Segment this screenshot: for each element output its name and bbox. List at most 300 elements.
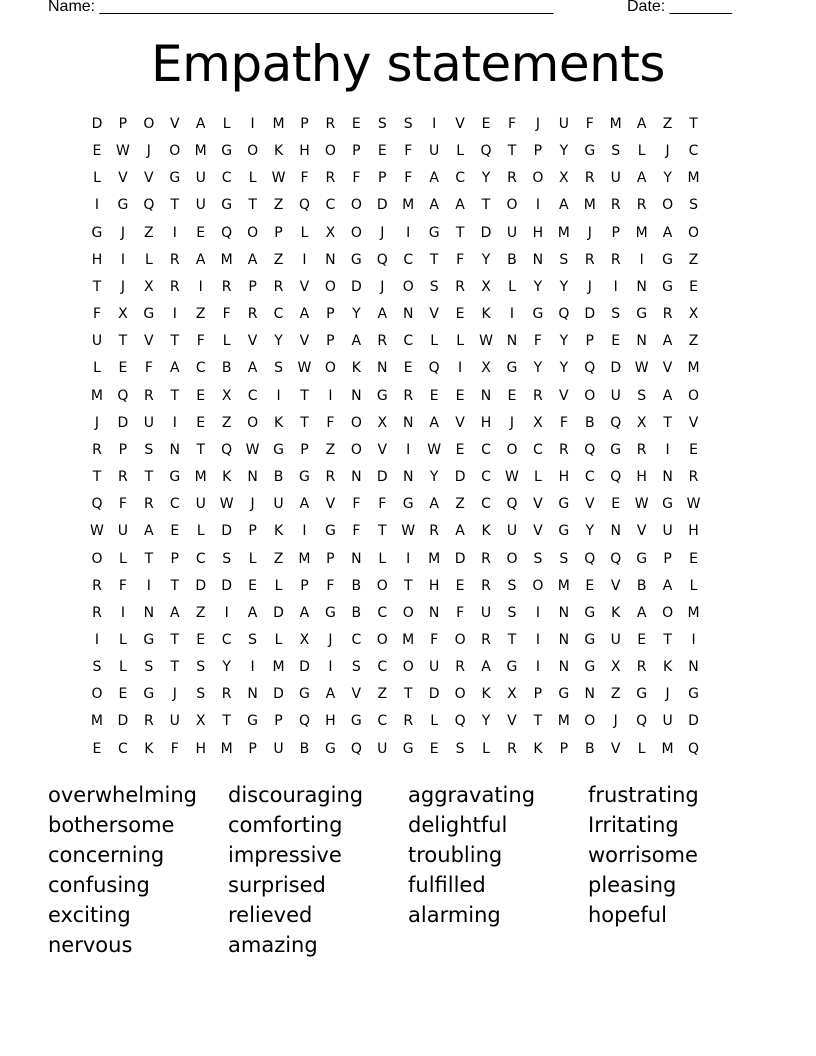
grid-letter: K: [481, 686, 491, 703]
grid-letter: Z: [455, 496, 465, 513]
grid-letter: C: [481, 496, 491, 513]
grid-letter: R: [533, 387, 543, 404]
grid-letter: S: [637, 387, 647, 404]
grid-letter: B: [299, 740, 310, 757]
grid-letter: A: [325, 686, 336, 703]
grid-letter: L: [119, 659, 127, 676]
grid-letter: E: [481, 116, 491, 132]
grid-letter: O: [402, 604, 414, 621]
grid-letter: A: [247, 360, 258, 377]
grid-letter: S: [351, 659, 361, 676]
grid-letter: F: [533, 333, 542, 350]
grid-letter: H: [532, 224, 544, 241]
grid-letter: N: [402, 306, 414, 323]
grid-letter: S: [196, 659, 206, 676]
grid-letter: Q: [480, 143, 492, 160]
grid-letter: E: [403, 360, 413, 377]
grid-row: [84, 277, 707, 304]
grid-letter: G: [558, 496, 570, 513]
grid-row: [84, 711, 707, 738]
grid-letter: U: [610, 387, 621, 404]
grid-letter: S: [611, 306, 621, 323]
grid-letter: R: [403, 713, 414, 730]
grid-letter: N: [662, 469, 673, 486]
grid-letter: G: [636, 686, 648, 703]
grid-letter: E: [92, 740, 102, 757]
grid-letter: Q: [143, 197, 155, 214]
grid-letter: E: [196, 414, 206, 431]
grid-letter: R: [455, 278, 465, 295]
grid-letter: L: [508, 278, 516, 295]
grid-letter: N: [428, 604, 440, 621]
grid-letter: F: [326, 414, 335, 431]
word-bank-item: surprised: [228, 873, 326, 897]
grid-letter: L: [222, 116, 231, 132]
grid-letter: X: [118, 306, 128, 323]
grid-letter: S: [559, 251, 569, 268]
grid-letter: R: [169, 251, 180, 268]
grid-letter: L: [637, 143, 646, 160]
grid-letter: M: [557, 577, 570, 594]
grid-letter: I: [535, 197, 540, 214]
grid-letter: G: [428, 224, 440, 241]
grid-letter: Q: [298, 197, 310, 214]
grid-letter: U: [558, 116, 569, 132]
grid-letter: U: [143, 414, 154, 431]
word-bank-item: alarming: [408, 903, 501, 927]
grid-letter: W: [401, 523, 416, 540]
grid-letter: V: [377, 441, 388, 458]
grid-letter: X: [636, 414, 647, 431]
grid-letter: U: [610, 170, 621, 187]
grid-letter: N: [558, 659, 570, 676]
grid-letter: A: [662, 577, 673, 594]
grid-letter: Z: [610, 686, 621, 703]
date-field-label: Date: _______: [627, 0, 732, 15]
grid-letter: P: [248, 278, 257, 295]
grid-letter: A: [195, 251, 206, 268]
grid-letter: F: [430, 631, 439, 648]
grid-letter: T: [170, 659, 180, 676]
grid-letter: D: [221, 523, 233, 540]
grid-row: [84, 684, 707, 711]
grid-letter: V: [144, 170, 154, 187]
grid-letter: X: [559, 170, 569, 187]
grid-letter: S: [92, 659, 102, 676]
grid-row: [84, 331, 707, 358]
grid-row: [84, 657, 707, 684]
grid-letter: I: [302, 523, 307, 540]
grid-letter: E: [689, 441, 698, 458]
grid-letter: S: [559, 550, 569, 567]
word-bank-item: delightful: [408, 813, 508, 837]
grid-letter: C: [403, 333, 414, 350]
grid-letter: Q: [91, 496, 103, 513]
grid-letter: R: [221, 278, 232, 295]
grid-letter: K: [351, 360, 361, 377]
grid-row: [84, 494, 707, 521]
grid-letter: N: [636, 278, 647, 295]
grid-letter: B: [507, 251, 517, 268]
grid-letter: A: [636, 116, 647, 132]
grid-letter: V: [610, 577, 621, 594]
grid-letter: Q: [506, 496, 518, 513]
grid-letter: T: [429, 251, 439, 268]
grid-letter: I: [535, 659, 540, 676]
grid-letter: Z: [144, 224, 154, 241]
grid-letter: X: [325, 224, 336, 241]
grid-letter: X: [481, 278, 491, 295]
grid-letter: P: [118, 441, 128, 458]
grid-letter: V: [299, 278, 310, 295]
grid-letter: F: [507, 116, 516, 132]
grid-letter: P: [274, 713, 283, 730]
grid-letter: G: [299, 469, 310, 486]
grid-letter: M: [298, 550, 311, 567]
grid-letter: T: [196, 441, 205, 458]
grid-letter: V: [325, 496, 336, 513]
grid-letter: A: [195, 116, 206, 132]
grid-letter: D: [454, 550, 466, 567]
grid-letter: L: [248, 550, 257, 567]
grid-letter: V: [247, 333, 258, 350]
grid-letter: T: [663, 414, 672, 431]
grid-letter: O: [324, 143, 336, 160]
grid-letter: D: [584, 306, 596, 323]
grid-row: [84, 141, 707, 168]
grid-letter: G: [584, 631, 596, 648]
grid-letter: W: [115, 143, 130, 160]
word-bank-item: Irritating: [588, 813, 679, 837]
grid-letter: F: [378, 496, 387, 513]
grid-row: [84, 114, 707, 141]
grid-letter: N: [351, 469, 362, 486]
grid-letter: G: [221, 197, 233, 214]
grid-letter: O: [324, 278, 336, 295]
grid-letter: Q: [558, 306, 570, 323]
grid-letter: H: [636, 469, 647, 486]
grid-letter: Z: [195, 604, 206, 621]
grid-letter: M: [583, 197, 596, 214]
grid-letter: T: [455, 224, 465, 241]
grid-letter: N: [247, 469, 258, 486]
grid-letter: H: [558, 469, 570, 486]
grid-letter: S: [248, 631, 258, 648]
word-bank-item: hopeful: [588, 903, 667, 927]
grid-letter: Y: [481, 713, 491, 730]
grid-letter: R: [610, 197, 621, 214]
grid-letter: G: [532, 306, 544, 323]
grid-letter: R: [92, 441, 102, 458]
grid-letter: M: [687, 360, 700, 377]
grid-letter: M: [220, 740, 233, 757]
grid-letter: I: [94, 197, 100, 214]
word-bank-item: troubling: [408, 843, 503, 867]
grid-letter: N: [247, 686, 258, 703]
grid-letter: A: [299, 306, 310, 323]
grid-letter: D: [195, 577, 207, 594]
grid-letter: O: [662, 604, 674, 621]
grid-row: [84, 168, 707, 195]
grid-letter: F: [118, 496, 127, 513]
grid-letter: Q: [221, 441, 233, 458]
grid-letter: I: [613, 278, 618, 295]
grid-letter: G: [688, 686, 699, 703]
grid-letter: M: [661, 740, 674, 757]
grid-letter: W: [90, 523, 104, 540]
grid-letter: L: [430, 713, 439, 730]
grid-letter: N: [584, 686, 596, 703]
grid-letter: Q: [428, 360, 440, 377]
grid-letter: V: [455, 414, 465, 431]
word-search-grid: [84, 114, 707, 766]
grid-letter: J: [146, 143, 151, 160]
grid-letter: Z: [273, 251, 284, 268]
grid-letter: A: [169, 360, 180, 377]
grid-letter: U: [195, 496, 206, 513]
grid-letter: V: [584, 496, 595, 513]
grid-letter: A: [429, 197, 439, 214]
grid-letter: V: [299, 333, 310, 350]
grid-letter: U: [480, 604, 492, 621]
grid-letter: E: [585, 577, 595, 594]
grid-letter: E: [170, 523, 180, 540]
grid-letter: O: [247, 224, 259, 241]
grid-letter: A: [559, 197, 569, 214]
grid-letter: V: [533, 523, 543, 540]
grid-letter: D: [117, 414, 129, 431]
grid-letter: B: [584, 414, 595, 431]
grid-letter: E: [611, 333, 621, 350]
grid-letter: D: [454, 469, 466, 486]
grid-letter: F: [170, 740, 179, 757]
grid-letter: E: [118, 686, 128, 703]
grid-letter: X: [533, 414, 543, 431]
grid-letter: L: [119, 631, 127, 648]
grid-row: [84, 603, 707, 630]
grid-letter: Y: [481, 170, 491, 187]
grid-letter: T: [118, 333, 128, 350]
grid-letter: O: [584, 387, 596, 404]
grid-letter: I: [535, 631, 540, 648]
grid-letter: Y: [663, 170, 672, 187]
grid-letter: F: [456, 251, 465, 268]
grid-letter: E: [118, 360, 128, 377]
grid-letter: K: [533, 740, 543, 757]
grid-letter: G: [350, 251, 362, 268]
grid-letter: Q: [584, 441, 596, 458]
grid-letter: P: [326, 306, 335, 323]
grid-letter: T: [300, 387, 309, 404]
grid-letter: V: [507, 713, 517, 730]
grid-letter: T: [403, 686, 413, 703]
grid-letter: V: [118, 170, 128, 187]
grid-letter: B: [584, 740, 595, 757]
grid-letter: C: [118, 740, 128, 757]
grid-letter: V: [144, 333, 154, 350]
grid-letter: V: [662, 360, 673, 377]
grid-letter: Y: [559, 143, 569, 160]
grid-letter: K: [273, 414, 284, 431]
grid-letter: C: [195, 550, 206, 567]
grid-letter: A: [169, 604, 180, 621]
grid-letter: C: [584, 469, 595, 486]
grid-letter: S: [507, 604, 517, 621]
grid-letter: R: [481, 631, 491, 648]
grid-letter: K: [481, 306, 491, 323]
grid-letter: Z: [688, 333, 699, 350]
grid-letter: G: [662, 278, 674, 295]
grid-letter: L: [637, 740, 646, 757]
grid-letter: L: [119, 550, 127, 567]
grid-letter: W: [271, 170, 286, 187]
grid-letter: W: [634, 360, 649, 377]
grid-letter: J: [587, 224, 592, 241]
grid-letter: M: [402, 197, 415, 214]
grid-letter: Y: [352, 306, 361, 323]
grid-letter: F: [559, 414, 568, 431]
grid-letter: T: [144, 469, 154, 486]
grid-letter: F: [300, 170, 309, 187]
grid-letter: Q: [221, 224, 233, 241]
grid-letter: V: [533, 496, 543, 513]
grid-letter: N: [532, 251, 544, 268]
grid-letter: F: [118, 577, 127, 594]
grid-letter: F: [352, 170, 361, 187]
grid-letter: C: [351, 631, 362, 648]
grid-letter: R: [507, 170, 517, 187]
grid-letter: G: [324, 604, 336, 621]
grid-letter: J: [613, 713, 618, 730]
grid-letter: X: [481, 360, 491, 377]
grid-letter: L: [93, 360, 101, 377]
grid-letter: R: [688, 469, 699, 486]
grid-letter: C: [377, 659, 388, 676]
grid-letter: T: [170, 577, 180, 594]
grid-letter: G: [117, 197, 129, 214]
grid-letter: Q: [610, 469, 622, 486]
grid-letter: Y: [481, 251, 491, 268]
grid-letter: G: [247, 713, 259, 730]
grid-letter: O: [506, 197, 518, 214]
grid-letter: I: [172, 414, 177, 431]
word-bank-item: nervous: [48, 933, 133, 957]
grid-row: [84, 304, 707, 331]
grid-letter: R: [143, 713, 154, 730]
grid-letter: L: [534, 469, 542, 486]
grid-letter: A: [662, 224, 673, 241]
grid-letter: A: [481, 659, 491, 676]
grid-letter: S: [507, 577, 517, 594]
grid-letter: B: [221, 360, 232, 377]
grid-letter: K: [273, 143, 284, 160]
grid-letter: N: [402, 469, 414, 486]
grid-letter: J: [535, 116, 540, 132]
grid-letter: A: [662, 333, 673, 350]
grid-letter: R: [325, 170, 336, 187]
grid-letter: O: [169, 143, 181, 160]
word-bank-item: amazing: [228, 933, 318, 957]
grid-letter: M: [90, 387, 104, 404]
grid-letter: E: [92, 143, 102, 160]
grid-letter: J: [587, 278, 592, 295]
grid-letter: K: [222, 469, 232, 486]
grid-letter: R: [247, 306, 258, 323]
grid-letter: T: [170, 197, 180, 214]
grid-letter: T: [144, 550, 154, 567]
grid-letter: T: [663, 631, 672, 648]
grid-letter: A: [455, 523, 465, 540]
grid-letter: P: [378, 170, 387, 187]
grid-letter: O: [402, 278, 414, 295]
grid-letter: D: [273, 604, 284, 621]
grid-letter: E: [455, 441, 465, 458]
grid-letter: I: [120, 251, 125, 268]
grid-letter: I: [224, 604, 229, 621]
grid-letter: T: [403, 577, 413, 594]
grid-letter: U: [169, 713, 180, 730]
grid-letter: F: [352, 523, 361, 540]
grid-letter: H: [325, 713, 336, 730]
word-bank-item: concerning: [48, 843, 165, 867]
word-bank-item: frustrating: [588, 783, 699, 807]
grid-letter: G: [221, 143, 233, 160]
grid-letter: O: [247, 143, 259, 160]
grid-letter: E: [637, 631, 647, 648]
grid-row: [84, 223, 707, 250]
grid-letter: O: [506, 550, 518, 567]
grid-letter: A: [299, 496, 310, 513]
grid-letter: U: [273, 496, 284, 513]
grid-letter: H: [480, 414, 492, 431]
grid-letter: M: [272, 659, 285, 676]
grid-letter: Y: [429, 469, 439, 486]
grid-letter: T: [378, 523, 387, 540]
grid-letter: I: [302, 251, 307, 268]
grid-letter: L: [248, 170, 257, 187]
grid-letter: V: [351, 686, 362, 703]
grid-letter: O: [402, 659, 414, 676]
grid-letter: D: [273, 686, 284, 703]
grid-letter: P: [352, 143, 361, 160]
grid-letter: H: [91, 251, 103, 268]
grid-letter: M: [402, 631, 415, 648]
grid-letter: I: [458, 360, 463, 377]
grid-letter: L: [93, 170, 101, 187]
grid-letter: T: [507, 631, 517, 648]
grid-letter: O: [350, 197, 362, 214]
grid-letter: I: [172, 306, 177, 323]
grid-letter: A: [429, 414, 439, 431]
grid-letter: M: [90, 713, 104, 730]
word-bank-item: comforting: [228, 813, 343, 837]
grid-letter: K: [663, 659, 673, 676]
grid-letter: E: [611, 496, 621, 513]
word-bank-item: fulfilled: [408, 873, 486, 897]
grid-letter: C: [688, 143, 699, 160]
word-bank-item: confusing: [48, 873, 150, 897]
grid-letter: D: [480, 224, 492, 241]
grid-row: [84, 250, 707, 277]
grid-letter: E: [689, 278, 698, 295]
grid-letter: E: [248, 577, 258, 594]
grid-letter: F: [144, 360, 153, 377]
grid-letter: P: [533, 143, 543, 160]
grid-letter: J: [120, 224, 125, 241]
grid-letter: F: [404, 143, 413, 160]
grid-letter: O: [324, 360, 336, 377]
grid-letter: R: [118, 469, 128, 486]
